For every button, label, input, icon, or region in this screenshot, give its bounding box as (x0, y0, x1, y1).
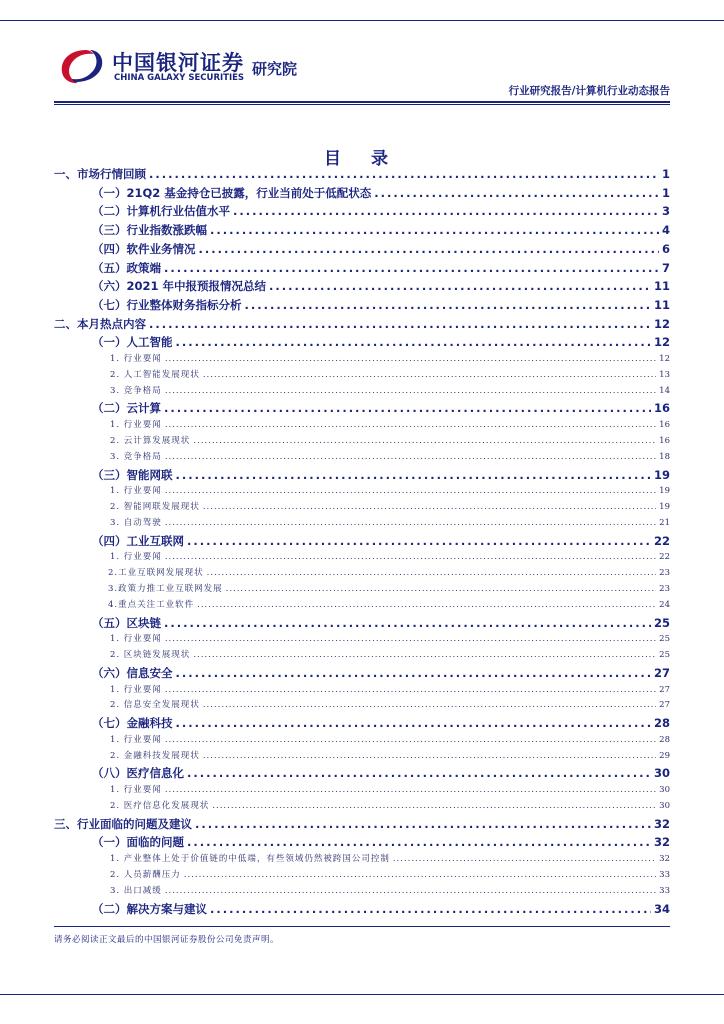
toc-entry-label: 2. 云计算发展现状 (110, 435, 191, 446)
toc-subsection[interactable] (110, 632, 670, 646)
toc-section[interactable] (92, 277, 670, 295)
toc-leader-dots (165, 783, 656, 797)
toc-entry-label: 3.政策力推工业互联网发展 (108, 583, 223, 594)
toc-leader-dots (165, 733, 656, 747)
toc-page-number: 4 (661, 223, 670, 238)
toc-entry-label: （四）工业互联网 (92, 533, 184, 548)
top-border (0, 20, 724, 21)
toc-chapter[interactable] (54, 815, 670, 833)
toc-entry-label: 1. 行业要闻 (110, 684, 162, 695)
toc-entry-label: 1. 行业要闻 (110, 734, 162, 745)
toc-entry-label: 2. 智能网联发展现状 (110, 502, 200, 512)
toc-subsection[interactable] (110, 698, 670, 712)
toc-page-number: 32 (653, 816, 670, 831)
header-divider (54, 101, 670, 103)
toc-subsection[interactable] (110, 884, 670, 898)
toc-entry-label: 2. 人员薪酬压力 (110, 869, 181, 880)
toc-leader-dots (165, 352, 656, 366)
toc-section[interactable] (92, 184, 670, 202)
toc-entry-label: （五）政策端 (92, 260, 161, 275)
toc-leader-dots (212, 799, 656, 813)
toc-subsection[interactable] (110, 733, 670, 747)
toc-page-number: 14 (659, 385, 670, 396)
toc-subsection[interactable] (110, 799, 670, 813)
toc-entry-label: （六）2021 年中报预报情况总结 (92, 279, 267, 294)
report-type: 行业研究报告/计算机行业动态报告 (508, 85, 670, 97)
toc-entry-label: 1. 产业整体上处于价值链的中低端，有些领域仍然被跨国公司控制 (110, 854, 390, 865)
toc-entry-label: 1. 行业要闻 (110, 354, 162, 364)
toc-leader-dots (210, 900, 651, 918)
toc-subsection[interactable] (110, 783, 670, 797)
toc-section[interactable] (92, 833, 670, 851)
toc-page-number: 22 (653, 533, 670, 548)
institute-label: 研究院 (252, 60, 298, 78)
toc-entry-label: 三、行业面临的问题及建议 (54, 816, 192, 831)
toc-leader-dots (374, 184, 659, 202)
toc-subsection[interactable] (108, 582, 670, 596)
toc-entry-label: （一）面临的问题 (92, 835, 184, 850)
toc-subsection[interactable] (108, 598, 670, 612)
toc-entry-label: 1. 行业要闻 (110, 420, 162, 431)
toc-leader-dots (165, 683, 656, 697)
toc-leader-dots (199, 240, 659, 258)
toc-subsection[interactable] (110, 683, 670, 697)
logo-english-name: CHINA GALAXY SECURITIES (114, 73, 245, 83)
toc-page-number: 27 (653, 665, 670, 680)
toc-leader-dots (233, 202, 659, 220)
toc-leader-dots (193, 648, 656, 662)
toc-page-number: 28 (659, 734, 670, 745)
toc-leader-dots (165, 632, 656, 646)
toc-leader-dots (269, 277, 651, 295)
toc-leader-dots (164, 399, 651, 417)
toc-page-number: 3 (661, 204, 670, 219)
toc-entry-label: 1. 行业要闻 (110, 634, 162, 645)
toc-subsection[interactable] (110, 418, 670, 432)
toc-entry-label: （二）云计算 (92, 401, 161, 416)
toc-page-number: 25 (659, 650, 670, 660)
toc-page-number: 11 (653, 279, 670, 294)
toc-title: 目 录 (324, 149, 400, 169)
toc-section[interactable] (92, 466, 670, 484)
toc-page-number: 16 (653, 401, 670, 416)
toc-entry-label: 2. 医疗信息化发展现状 (110, 800, 210, 811)
toc-subsection[interactable] (110, 500, 670, 514)
toc-page-number: 34 (653, 901, 670, 916)
toc-entry-label: （三）智能网联 (92, 467, 173, 482)
toc-section[interactable] (92, 664, 670, 682)
toc-section[interactable] (92, 532, 670, 550)
toc-entry-label: 4.重点关注工业软件 (108, 599, 195, 610)
header-divider-thin (54, 104, 670, 105)
toc-page-number: 19 (659, 486, 670, 497)
toc-page-number: 11 (653, 297, 670, 312)
toc-leader-dots (203, 749, 656, 763)
toc-entry-label: （八）医疗信息化 (92, 766, 184, 781)
toc-chapter[interactable] (54, 315, 670, 333)
toc-section[interactable] (92, 240, 670, 258)
toc-section[interactable] (92, 399, 670, 417)
toc-leader-dots (149, 315, 651, 333)
toc-leader-dots (187, 532, 651, 550)
toc-entry-label: 1. 行业要闻 (110, 552, 162, 563)
toc-subsection[interactable] (110, 352, 670, 366)
toc-leader-dots (210, 221, 659, 239)
toc-subsection[interactable] (110, 450, 670, 464)
toc-page-number: 16 (659, 435, 670, 446)
toc-entry-label: 3. 自动驾驶 (110, 517, 162, 528)
toc-leader-dots (165, 550, 656, 564)
toc-page-number: 19 (659, 502, 670, 512)
toc-chapter[interactable] (54, 165, 670, 183)
toc-entry-label: 3. 竞争格局 (110, 451, 162, 462)
toc-page-number: 7 (661, 260, 670, 275)
toc-page-number: 16 (659, 420, 670, 431)
toc-page-number: 6 (661, 241, 670, 256)
toc-leader-dots (203, 698, 656, 712)
toc-leader-dots (165, 484, 656, 498)
toc-entry-label: 3. 出口减缓 (110, 885, 162, 896)
toc-page-number: 1 (661, 185, 670, 200)
toc-subsection[interactable] (110, 516, 670, 530)
toc-leader-dots (165, 884, 656, 898)
toc-leader-dots (187, 833, 651, 851)
toc-page-number: 27 (659, 700, 670, 711)
toc-leader-dots (184, 868, 656, 882)
toc-page-number: 21 (659, 517, 670, 528)
galaxy-logo-icon (56, 46, 108, 86)
toc-entry-label: （一）21Q2 基金持仓已披露，行业当前处于低配状态 (92, 185, 372, 200)
toc-subsection[interactable] (110, 749, 670, 763)
toc-leader-dots (203, 500, 656, 514)
toc-page-number: 19 (653, 467, 670, 482)
toc-leader-dots (176, 466, 651, 484)
toc-leader-dots (187, 764, 651, 782)
toc-leader-dots (197, 598, 656, 612)
toc-leader-dots (195, 815, 651, 833)
toc-page-number: 23 (659, 583, 670, 594)
toc-section[interactable] (92, 614, 670, 632)
toc-page-number: 32 (653, 835, 670, 850)
toc-leader-dots (193, 434, 656, 448)
toc-entry-label: 2. 信息安全发展现状 (110, 700, 200, 711)
toc-page-number: 30 (659, 800, 670, 811)
toc-entry-label: 2.工业互联网发展现状 (108, 568, 204, 579)
toc-entry-label: （七）行业整体财务指标分析 (92, 297, 242, 312)
toc-section[interactable] (92, 333, 670, 351)
toc-entry-label: （七）金融科技 (92, 716, 173, 731)
toc-leader-dots (226, 582, 657, 596)
toc-entry-label: （二）计算机行业估值水平 (92, 204, 230, 219)
toc-leader-dots (393, 852, 656, 866)
toc-leader-dots (203, 368, 656, 382)
toc-leader-dots (149, 165, 659, 183)
toc-entry-label: （三）行业指数涨跌幅 (92, 223, 207, 238)
toc-subsection[interactable] (110, 852, 670, 866)
toc-page-number: 30 (653, 766, 670, 781)
toc-section[interactable] (92, 900, 670, 918)
toc-leader-dots (164, 614, 651, 632)
toc-subsection[interactable] (110, 368, 670, 382)
toc-entry-label: 2. 金融科技发展现状 (110, 750, 200, 761)
toc-entry-label: （五）区块链 (92, 615, 161, 630)
toc-leader-dots (165, 450, 656, 464)
toc-section[interactable] (92, 296, 670, 314)
toc-entry-label: 1. 行业要闻 (110, 486, 162, 497)
toc-page-number: 30 (659, 785, 670, 796)
bottom-border (0, 994, 724, 995)
toc-section[interactable] (92, 202, 670, 220)
toc-leader-dots (207, 566, 657, 580)
toc-leader-dots (245, 296, 651, 314)
toc-page-number: 28 (653, 716, 670, 731)
toc-page-number: 25 (659, 634, 670, 645)
toc-leader-dots (165, 516, 656, 530)
toc-page-number: 13 (659, 369, 670, 380)
toc-leader-dots (176, 664, 651, 682)
toc-subsection[interactable] (108, 566, 670, 580)
toc-leader-dots (164, 259, 659, 277)
toc-subsection[interactable] (110, 384, 670, 398)
toc-subsection[interactable] (110, 434, 670, 448)
footer-divider (54, 926, 670, 927)
toc-entry-label: 2. 人工智能发展现状 (110, 369, 200, 380)
toc-page-number: 23 (659, 568, 670, 579)
toc-subsection[interactable] (110, 648, 670, 662)
toc-page-number: 12 (653, 316, 670, 331)
toc-page-number: 33 (659, 885, 670, 896)
company-logo (48, 44, 348, 90)
toc-leader-dots (176, 333, 651, 351)
toc-page-number: 12 (653, 335, 670, 350)
toc-entry-label: 3. 竞争格局 (110, 385, 162, 396)
toc-entry-label: （一）人工智能 (92, 335, 173, 350)
toc-entry-label: （四）软件业务情况 (92, 241, 196, 256)
toc-section[interactable] (92, 221, 670, 239)
toc-section[interactable] (92, 714, 670, 732)
toc-leader-dots (176, 714, 651, 732)
toc-leader-dots (165, 384, 656, 398)
toc-page-number: 12 (659, 354, 670, 364)
toc-page-number: 29 (659, 750, 670, 761)
toc-page-number: 24 (659, 599, 670, 610)
toc-page-number: 27 (659, 684, 670, 695)
toc-entry-label: 1. 行业要闻 (110, 785, 162, 796)
toc-page-number: 32 (659, 854, 670, 865)
toc-leader-dots (165, 418, 656, 432)
toc-page-number: 18 (659, 451, 670, 462)
logo-chinese-name: 中国银河证券 (112, 51, 244, 75)
toc-subsection[interactable] (110, 868, 670, 882)
toc-subsection[interactable] (110, 484, 670, 498)
toc-entry-label: （二）解决方案与建议 (92, 901, 207, 916)
toc-page-number: 25 (653, 615, 670, 630)
toc-entry-label: 一、市场行情回顾 (54, 167, 146, 181)
toc-section[interactable] (92, 764, 670, 782)
toc-entry-label: 二、本月热点内容 (54, 316, 146, 331)
toc-entry-label: （六）信息安全 (92, 665, 173, 680)
disclaimer-text: 请务必阅读正文最后的中国银河证券股份公司免责声明。 (54, 935, 280, 945)
toc-page-number: 1 (661, 167, 670, 181)
toc-page-number: 22 (659, 552, 670, 563)
toc-section[interactable] (92, 259, 670, 277)
toc-page-number: 33 (659, 869, 670, 880)
toc-entry-label: 2. 区块链发展现状 (110, 650, 191, 660)
toc-subsection[interactable] (110, 550, 670, 564)
